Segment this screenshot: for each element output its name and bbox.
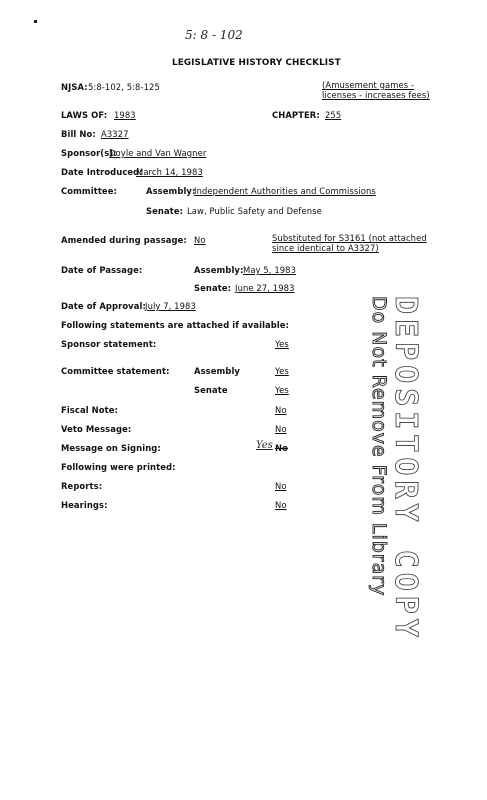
hearings-value: No [275, 500, 287, 510]
amended-label: Amended during passage: [61, 235, 187, 245]
passage-senate-value: June 27, 1983 [235, 283, 295, 293]
fiscal-note-label: Fiscal Note: [61, 405, 118, 415]
njsa-value: 5:8-102, 5:8-125 [88, 82, 160, 92]
date-introduced-value: March 14, 1983 [136, 167, 203, 177]
veto-message-label: Veto Message: [61, 424, 132, 434]
stamp-line-1: DEPOSITORY COPY [388, 296, 423, 642]
stamp-line-2: Do Not Remove From Library [368, 296, 390, 597]
amended-note-line-1: Substituted for S3161 (not attached [272, 233, 427, 243]
bill-no-value: A3327 [101, 129, 129, 139]
fiscal-note-value: No [275, 405, 287, 415]
amended-note-line-2: since identical to A3327) [272, 243, 379, 253]
passage-senate-label: Senate: [194, 283, 232, 293]
sponsor-statement-label: Sponsor statement: [61, 339, 157, 349]
committee-statement-senate-label: Senate [194, 385, 228, 395]
committee-statement-assembly-label: Assembly [194, 366, 240, 376]
message-on-signing-handwritten-value: Yes [256, 440, 273, 451]
message-on-signing-typed-value: No [275, 443, 288, 453]
laws-of-label: LAWS OF: [61, 110, 108, 120]
reports-label: Reports: [61, 481, 103, 491]
committee-statement-senate-value: Yes [275, 385, 289, 395]
handwritten-reference: 5: 8 - 102 [185, 28, 243, 42]
bill-no-label: Bill No: [61, 129, 96, 139]
following-attached-heading: Following statements are attached if available: [61, 320, 290, 330]
date-introduced-label: Date Introduced: [61, 167, 143, 177]
chapter-label: CHAPTER: [272, 110, 320, 120]
following-printed-heading: Following were printed: [61, 462, 176, 472]
committee-assembly-value: Independent Authorities and Commissions [194, 186, 376, 196]
passage-assembly-value: May 5, 1983 [243, 265, 297, 275]
date-of-approval-value: July 7, 1983 [145, 301, 196, 311]
committee-assembly-label: Assembly: [146, 186, 196, 196]
passage-assembly-label: Assembly: [194, 265, 244, 275]
scan-speck [34, 20, 37, 23]
hearings-label: Hearings: [61, 500, 108, 510]
date-of-approval-label: Date of Approval: [61, 301, 146, 311]
depository-copy-stamp [368, 296, 423, 642]
sponsors-label: Sponsor(s): [61, 148, 117, 158]
laws-of-value: 1983 [114, 110, 136, 120]
subject-line-2: licenses - increases fees) [322, 90, 430, 100]
njsa-label: NJSA: [61, 82, 88, 92]
amended-value: No [194, 235, 206, 245]
committee-statement-assembly-value: Yes [275, 366, 289, 376]
committee-statement-label: Committee statement: [61, 366, 170, 376]
sponsor-statement-value: Yes [275, 339, 289, 349]
sponsors-value: Doyle and Van Wagner [109, 148, 207, 158]
chapter-value: 255 [325, 110, 342, 120]
committee-label: Committee: [61, 186, 117, 196]
message-on-signing-label: Message on Signing: [61, 443, 161, 453]
reports-value: No [275, 481, 287, 491]
subject-line-1: (Amusement games - [322, 80, 415, 90]
committee-senate-value: Law, Public Safety and Defense [187, 206, 322, 216]
veto-message-value: No [275, 424, 287, 434]
committee-senate-label: Senate: [146, 206, 184, 216]
date-of-passage-label: Date of Passage: [61, 265, 143, 275]
page-title: LEGISLATIVE HISTORY CHECKLIST [172, 58, 341, 68]
